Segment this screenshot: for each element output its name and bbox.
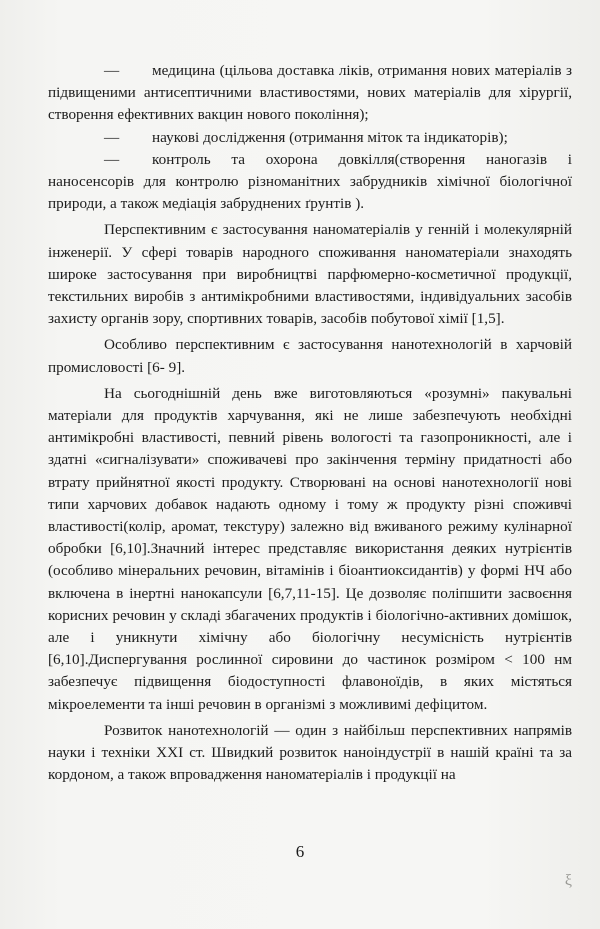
paragraph: На сьогоднішній день вже виготовляються «розумні» пакувальні матеріали для продуктів харчування, які не лише забезпечують необхідні антимікробні властивості, певний рівень вологості та газопроникності, але і здатні «сигналізувати» споживачеві про закінчення терміну придатності або втрату прийнятної якості продукту. Створювані на основі нанотехнології нові типи харчових добавок надають одному і тому ж продукту різні споживчі властивості(колір, аромат, текстуру) залежно від вживаного режиму кулінарної обробки [6,10].Значний інтерес представляє використання деяких нутрієнтів (особливо мінеральних речовин, вітамінів і біоантиоксидантів) у формі НЧ або включена в інертні нанокапсули [6,7,11-15]. Це дозволяє поліпшити засвоєння корисних речовин у складі збагачених продуктів і біологічно-активних домішок, але і уникнути хімічну або біологічну несумісність нутрієнтів [6,10].Диспергування рослинної сировини до частинок розміром < 100 нм забезпечує підвищення біодоступності флавоноїдів, в яких містяться мікроелементи та інші речовин в організмі з можливимі дефіцитом.	[48, 384, 572, 713]
bullet-item	[48, 127, 572, 149]
bullet-text: контроль та охорона довкілля(створення наногазів і наносенсорів для контролю різноманітних забрудників хімічної біологічної природи, а також медіація забруднених ґрунтів ).	[48, 150, 572, 213]
body-text	[48, 60, 572, 787]
bullet-dash: —	[104, 128, 120, 146]
bullet-text: медицина (цільова доставка ліків, отримання нових матеріалів з підвищеними антисептичними властивостями, нових матеріалів для хірургії, створення ефективних вакцин нового покоління);	[48, 62, 572, 124]
paragraph: Перспективним є застосування наноматеріалів у генній і молекулярній інженерії. У сфері товарів народного споживання наноматеріали знаходять широке застосування при виробництві парфюмерно-косметичної продукції, текстильних виробів з антимікробними властивостями, індивідуальних засобів захисту органів зору, спортивних товарів, засобів побутової хімії [1,5].	[48, 221, 572, 328]
corner-mark: ξ	[564, 872, 572, 889]
paragraph: Розвиток нанотехнологій — один з найбільш перспективних напрямів науки і техніки XXI ст. Швидкий розвиток наноіндустрії в нашій країні та за кордоном, а також впровадження наноматеріалів і продукції на	[48, 721, 572, 784]
paragraph: Особливо перспективним є застосування нанотехнологій в харчовій промисловості [6- 9].	[48, 336, 572, 376]
bullet-text: наукові дослідження (отримання міток та індикаторів);	[152, 128, 508, 146]
bullet-item	[48, 149, 572, 216]
bullet-item	[48, 60, 572, 127]
bullet-dash: —	[104, 150, 120, 168]
bullet-dash: —	[104, 62, 120, 79]
page-number: 6	[295, 842, 305, 861]
